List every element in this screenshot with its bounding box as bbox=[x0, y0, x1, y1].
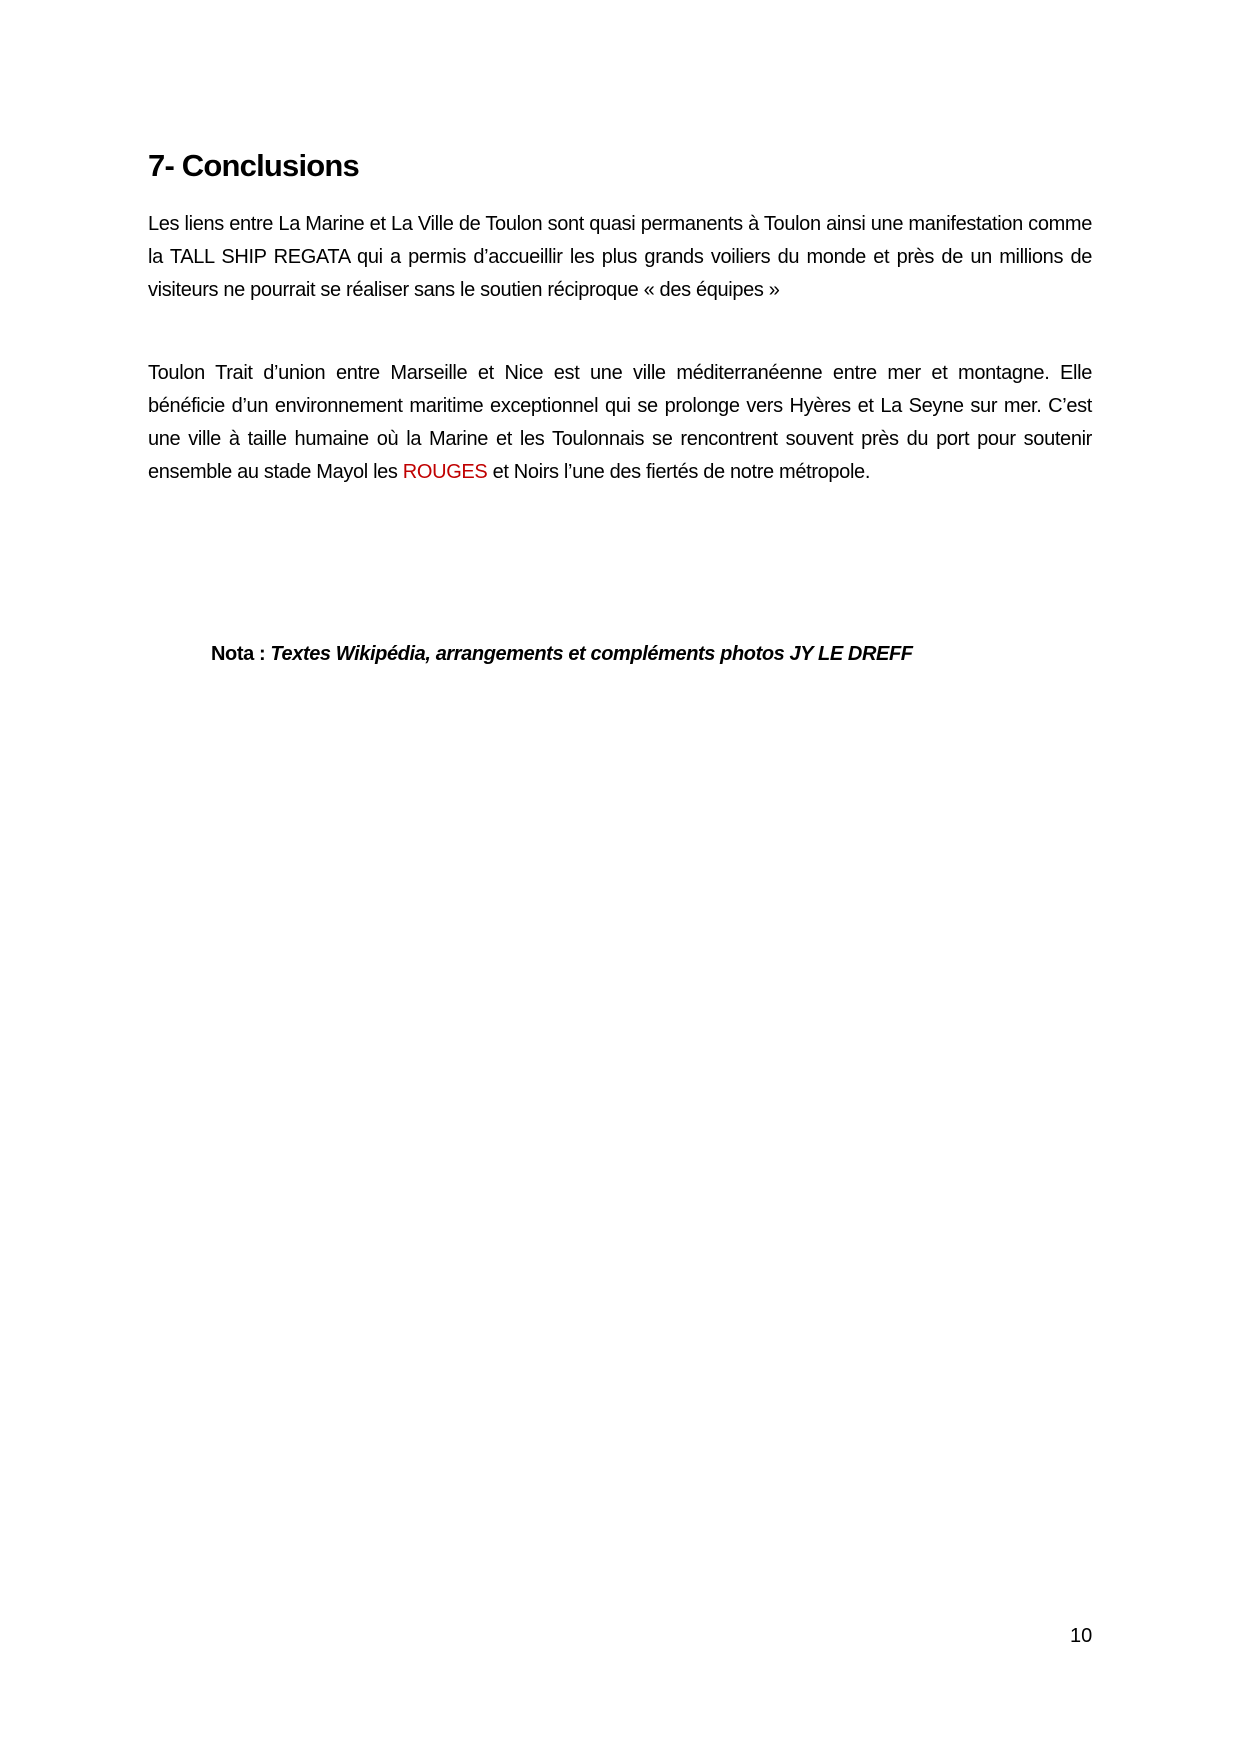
nota-note bbox=[211, 643, 913, 666]
highlight-rouges: ROUGES bbox=[402, 461, 488, 483]
paragraph-2 bbox=[148, 357, 1092, 489]
paragraph-1: Les liens entre La Marine et La Ville de Toulon sont quasi permanents à Toulon ainsi une manifestation comme la TALL SHIP REGATA qui a permis d’accueillir les plus grands voiliers du monde et près de un millions de visiteurs ne pourrait se réaliser sans le soutien réciproque « des équipes » bbox=[148, 213, 1092, 301]
paragraph-2-text-after: et Noirs l’une des fiertés de notre métropole. bbox=[487, 461, 871, 483]
nota-label: Nota : bbox=[211, 643, 271, 665]
nota-text: Textes Wikipédia, arrangements et compléments photos JY LE DREFF bbox=[270, 643, 913, 665]
paragraph-2-text-before: Toulon Trait d’union entre Marseille et Nice est une ville méditerranéenne entre mer et montagne. Elle bénéficie d’un environnement maritime exceptionnel qui se prolonge vers Hyères et La Seyne sur mer. C’est une ville à taille humaine où la Marine et les Toulonnais se rencontrent souvent près du port pour soutenir ensemble au stade Mayol les bbox=[148, 362, 1092, 483]
page-number: 10 bbox=[1070, 1625, 1093, 1647]
section-heading: 7- Conclusions bbox=[148, 148, 359, 183]
